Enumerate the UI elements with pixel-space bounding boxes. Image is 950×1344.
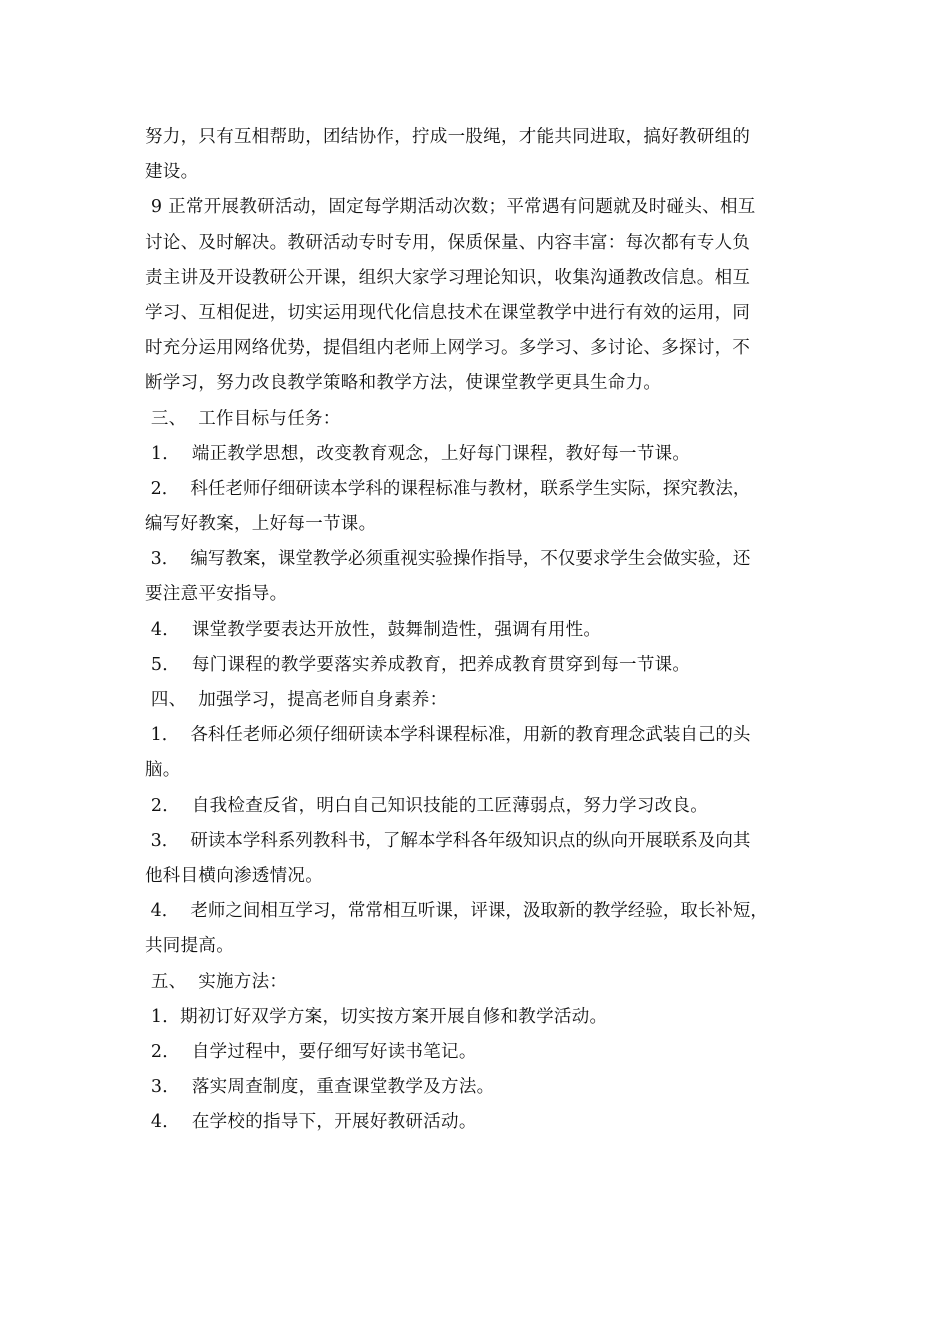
text-line: 学习、互相促进，切实运用现代化信息技术在课堂教学中进行有效的运用，同 — [145, 302, 751, 323]
list-item: 5． 每门课程的教学要落实养成教育，把养成教育贯穿到每一节课。 — [145, 654, 691, 675]
list-item: 4． 老师之间相互学习，常常相互听课，评课，汲取新的教学经验，取长补短， — [145, 901, 768, 922]
text-line: 时充分运用网络优势，提倡组内老师上网学习。多学习、多讨论、多探讨，不 — [145, 338, 751, 359]
list-item: 2． 自我检查反省，明白自己知识技能的工匠薄弱点，努力学习改良。 — [145, 795, 709, 816]
list-item: 4． 课堂教学要表达开放性，鼓舞制造性，强调有用性。 — [145, 619, 602, 640]
text-line: 脑。 — [145, 760, 181, 781]
text-line: 建设。 — [145, 162, 199, 183]
list-item: 2． 科任老师仔细研读本学科的课程标准与教材，联系学生实际，探究教法， — [145, 478, 751, 499]
list-item: 4． 在学校的指导下，开展好教研活动。 — [145, 1112, 477, 1133]
section-heading: 五、 实施方法： — [145, 971, 288, 992]
list-item: 3． 落实周查制度，重查课堂教学及方法。 — [145, 1077, 495, 1098]
section-heading: 三、 工作目标与任务： — [145, 408, 341, 429]
list-item: 1． 各科任老师必须仔细研读本学科课程标准，用新的教育理念武装自己的头 — [145, 725, 751, 746]
text-line: 编写好教案，上好每一节课。 — [145, 514, 377, 535]
list-item: 1． 端正教学思想，改变教育观念，上好每门课程，教好每一节课。 — [145, 443, 691, 464]
list-item: 2． 自学过程中，要仔细写好读书笔记。 — [145, 1041, 477, 1062]
text-line: 断学习，努力改良教学策略和教学方法，使课堂教学更具生命力。 — [145, 373, 662, 394]
text-line: 要注意平安指导。 — [145, 584, 288, 605]
text-line: 努力，只有互相帮助，团结协作，拧成一股绳，才能共同进取，搞好教研组的 — [145, 127, 751, 147]
section-heading: 四、 加强学习，提高老师自身素养： — [145, 690, 448, 710]
text-line: 讨论、及时解决。教研活动专时专用，保质保量、内容丰富：每次都有专人负 — [145, 232, 751, 253]
list-item: 1．期初订好双学方案，切实按方案开展自修和教学活动。 — [145, 1006, 608, 1027]
text-line: 责主讲及开设教研公开课，组织大家学习理论知识，收集沟通教改信息。相互 — [145, 267, 751, 288]
list-item: 3． 研读本学科系列教科书，了解本学科各年级知识点的纵向开展联系及向其 — [145, 830, 751, 851]
text-line: 他科目横向渗透情况。 — [145, 865, 323, 886]
text-line: 共同提高。 — [145, 936, 234, 957]
text-line: 9 正常开展教研活动，固定每学期活动次数；平常遇有问题就及时碰头、相互 — [145, 197, 756, 218]
list-item: 3． 编写教案，课堂教学必须重视实验操作指导，不仅要求学生会做实验，还 — [145, 549, 751, 570]
document-body — [145, 120, 820, 1140]
